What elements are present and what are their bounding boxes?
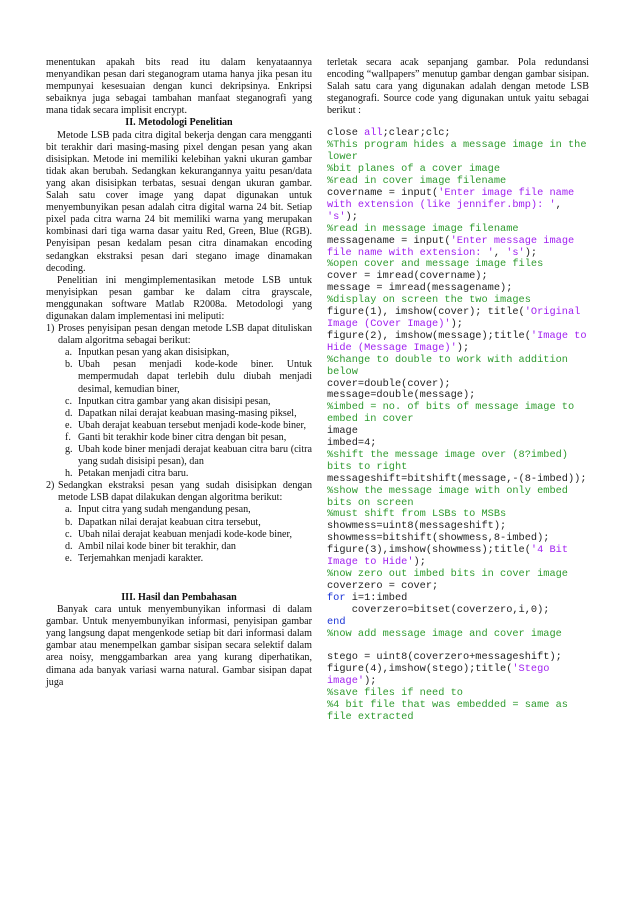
code-token: %open cover and message image files	[327, 258, 544, 271]
substep-text: Ubah derajat keabuan tersebut menjadi kode-kode biner,	[78, 419, 307, 431]
code-line	[327, 545, 589, 569]
substep-item	[65, 516, 312, 529]
code-token: cover = imread(covername);	[327, 270, 488, 283]
algorithm-step	[46, 480, 312, 565]
metodologi-paragraph-1: Metode LSB pada citra digital bekerja dengan cara mengganti bit terakhir dari masing-masing pixel dengan pesan yang akan disisipkan. Metode ini memiliki kelebihan yakni ukuran gambar tidak akan berubah. Sedangkan kekurangannya yaitu pesan/data yang akan disisipkan terbatas, sesuai dengan ukuran gambar. Salah satu cover image yang dapat digunakan untuk menyembunyikan pesan adalah citra digital warna 24 bit. Setiap pixel pada citra warna 24 bit memiliki warna yang merupakan kombinasi dari tiga warna dasar yaitu Red, Green, Blue (RGB). Penyisipan pesan kedalam pesan citra dinamakan encoding sedangkan ekstraksi pesan dari stegano image dinamakan decoding.	[46, 129, 312, 274]
code-token: ;clear;clc;	[382, 127, 451, 140]
substep-label: a.	[65, 504, 73, 516]
code-token: showmess=uint8(messageshift);	[327, 520, 507, 533]
code-line	[327, 605, 589, 617]
code-token: figure(1), imshow(cover); title(	[327, 306, 525, 319]
substep-text: Ubah kode biner menjadi derajat keabuan citra baru (citra yang sudah disisipi pesan), dan	[78, 444, 312, 468]
code-token: end	[327, 615, 346, 628]
substep-item	[65, 504, 312, 516]
substep-label: d.	[65, 407, 73, 419]
code-token: covername = input(	[327, 187, 439, 199]
substep-item	[65, 431, 312, 444]
code-token: %must shift from LSBs to MSBs	[327, 508, 507, 521]
left-intro-paragraph: menentukan apakah bits read itu dalam kenyataannya menyandikan pesan dari steganogram utama hanya jika pesan itu mempunyai kesesuaian dengan kunci dekripsinya. Enkripsi sebaiknya juga sebagai tambahan manfaat steganografi yang mana tidak secara implisit encrypt.	[46, 57, 312, 117]
code-token: %display on screen the two images	[327, 294, 531, 307]
code-token: messagename = input(	[327, 234, 451, 247]
code-line	[327, 486, 589, 510]
right-intro-paragraph: terletak secara acak sepanjang gambar. Pola redundansi encoding “wallpapers” menutup gambar dengan gambar sisipan. Salah satu cara yang digunakan adalah dengan metode LSB steganografi. Source code yang digunakan untuk yaitu sebagai berikut :	[327, 57, 589, 117]
substep-label: a.	[65, 347, 73, 359]
code-line	[327, 700, 589, 724]
substep-label: e.	[65, 552, 73, 564]
algorithm-steps-list	[46, 323, 312, 565]
left-column	[46, 57, 312, 689]
code-token: close	[327, 127, 365, 140]
code-token: for	[327, 591, 346, 604]
code-token: %bit planes of a cover image	[327, 163, 501, 176]
code-token: %now add message image and cover image	[327, 627, 562, 640]
code-token: imbed=4;	[327, 437, 377, 450]
code-token: message = imread(messagename);	[327, 282, 513, 295]
code-line	[327, 402, 589, 426]
code-token: );	[450, 317, 463, 330]
algorithm-step	[46, 323, 312, 480]
substep-item	[65, 347, 312, 359]
code-line	[327, 629, 589, 641]
code-token: all	[364, 127, 383, 140]
code-token: );	[413, 556, 426, 569]
code-token: 'Image to Hide (Message Image)'	[327, 329, 593, 354]
code-line	[327, 188, 589, 224]
code-line	[327, 139, 593, 164]
substep-label: g.	[65, 444, 73, 455]
step-label: 1)	[46, 323, 55, 335]
substep-label: f.	[65, 431, 71, 443]
substep-item	[65, 528, 312, 541]
substep-text: Dapatkan nilai derajat keabuan masing-masing piksel,	[78, 407, 297, 419]
code-token: %save files if need to	[327, 687, 463, 700]
substep-list	[58, 504, 312, 564]
code-line	[327, 450, 589, 474]
section-heading-metodologi: II. Metodologi Penelitian	[125, 117, 233, 129]
code-token: %4 bit file that was embedded = same as file extracted	[327, 698, 575, 723]
substep-item	[65, 444, 312, 468]
code-token: %imbed = no. of bits of message image to embed in cover	[327, 401, 581, 426]
step-label: 2)	[46, 480, 55, 492]
substep-label: c.	[65, 395, 73, 407]
code-token: coverzero=bitset(coverzero,i,0);	[327, 603, 550, 616]
substep-item	[65, 552, 312, 565]
substep-text: Ubah nilai derajat keabuan menjadi kode-kode biner,	[78, 528, 293, 540]
substep-text: Ambil nilai kode biner bit terakhir, dan	[78, 540, 236, 552]
code-token: cover=double(cover);	[327, 377, 451, 390]
code-token: messageshift=bitshift(message,-(8-imbed));	[327, 472, 587, 485]
code-token: stego = uint8(coverzero+messageshift);	[327, 651, 562, 664]
code-token: 's'	[327, 210, 346, 223]
code-token: coverzero = cover;	[327, 579, 439, 592]
code-token: 'Original Image (Cover Image)'	[327, 306, 587, 330]
code-token: i=1:imbed	[345, 591, 408, 604]
code-token: );	[364, 675, 377, 688]
section-heading-hasil: III. Hasil dan Pembahasan	[121, 591, 237, 603]
substep-item	[65, 468, 312, 480]
substep-text: Input citra yang sudah mengandung pesan,	[78, 504, 251, 516]
code-token: );	[524, 246, 538, 259]
substep-label: e.	[65, 419, 73, 431]
code-token: '4 Bit Image to Hide'	[327, 544, 575, 569]
code-line	[327, 329, 593, 355]
code-token: %read in message image filename	[327, 222, 519, 235]
right-column	[327, 57, 593, 724]
code-token: figure(3),imshow(showmess);title(	[327, 544, 531, 557]
substep-text: Ganti bit terakhir kode biner citra dengan bit pesan,	[78, 431, 287, 443]
metodologi-paragraph-2: Penelitian ini mengimplementasikan metode LSB untuk menyisipkan pesan gambar ke dalam citra grayscale, menggunakan software Matlab R2008a. Metodologi yang digunakan dalam implementasi ini meliputi:	[46, 274, 312, 322]
code-line	[327, 355, 589, 379]
code-token: image	[327, 425, 358, 438]
substep-item	[65, 407, 312, 420]
code-token: showmess=bitshift(showmess,8-imbed);	[327, 532, 550, 545]
substep-label: b.	[65, 359, 73, 371]
code-token: 'Enter image file name with extension (like jennifer.bmp): '	[327, 187, 581, 211]
substep-item	[65, 419, 312, 432]
substep-text: Dapatkan nilai derajat keabuan citra tersebut,	[78, 516, 261, 528]
code-token: %read in cover image filename	[327, 175, 507, 188]
code-token: %show the message image with only embed bits on screen	[327, 484, 575, 509]
code-line	[327, 307, 589, 331]
code-token: %shift the message image over (8?imbed) bits to right	[327, 448, 575, 473]
code-token: figure(2), imshow(message);title(	[327, 329, 531, 342]
code-line	[327, 236, 589, 260]
code-token: figure(4),imshow(stego);title(	[327, 663, 513, 676]
substep-label: h.	[65, 468, 73, 480]
hasil-paragraph: Banyak cara untuk menyembunyikan informasi di dalam gambar. Untuk menyembunyikan informasi, penyisipan gambar yang langsung dapat mengenkode setiap bit dari informasi dalam gambar atau menempelkan gambar sisipan secara selektif dalam area noisy, menggambarkan area yang kurang diperhatikan, dimana ada banyak variasi warna natural. Gambar sisipan dapat juga	[46, 604, 312, 688]
code-token: 's'	[506, 246, 525, 259]
substep-item	[65, 540, 312, 553]
code-token: message=double(message);	[327, 389, 476, 402]
substep-item	[65, 359, 312, 395]
code-token: ,	[555, 198, 568, 211]
code-token: );	[456, 341, 470, 354]
matlab-source-code	[327, 127, 593, 723]
code-token: );	[345, 210, 358, 223]
substep-text: Terjemahkan menjadi karakter.	[78, 552, 204, 564]
substep-text: Inputkan pesan yang akan disisipkan,	[78, 347, 230, 359]
code-token: %This program hides a message image in the lower	[327, 139, 593, 164]
substep-label: d.	[65, 540, 73, 552]
substep-label: c.	[65, 528, 73, 540]
code-token: %change to double to work with addition below	[327, 353, 575, 378]
substep-text: Inputkan citra gambar yang akan disisipi pesan,	[78, 395, 271, 407]
step-text: Sedangkan ekstraksi pesan yang sudah disisipkan dengan metode LSB dapat dilakukan dengan algoritma berikut:	[58, 480, 312, 504]
code-token: 'Stego image'	[327, 663, 556, 688]
code-token: %now zero out imbed bits in cover image	[327, 568, 568, 580]
code-token: ,	[493, 246, 507, 259]
substep-text: Ubah pesan menjadi kode-kode biner. Untuk mempermudah dapat terlebih dulu diubah menjadi desimal, kemudian biner,	[78, 359, 312, 395]
code-token: 'Enter message image file name with extension: '	[327, 234, 581, 259]
substep-text: Petakan menjadi citra baru.	[78, 468, 189, 480]
substep-list	[58, 347, 312, 480]
step-text: Proses penyisipan pesan dengan metode LSB dapat dituliskan dalam algoritma sebagai berikut:	[58, 323, 312, 347]
substep-label: b.	[65, 516, 73, 528]
substep-item	[65, 395, 312, 408]
code-line	[327, 664, 589, 688]
